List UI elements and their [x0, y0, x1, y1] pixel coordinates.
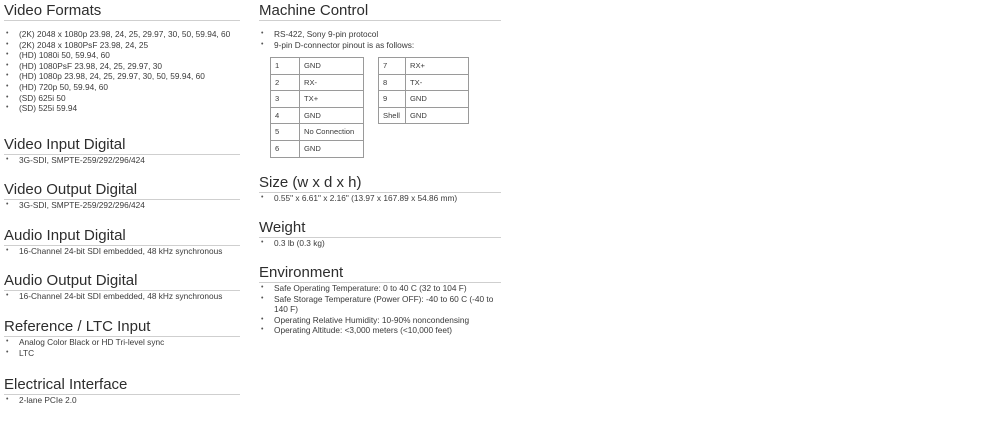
bullet-list	[4, 155, 240, 166]
pin-number: 9	[379, 91, 406, 108]
list-item: • Analog Color Black or HD Tri-level sync	[4, 337, 240, 348]
pin-number: 5	[271, 124, 300, 141]
list-item: • RS-422, Sony 9-pin protocol	[259, 29, 501, 40]
section-title: Video Input Digital	[4, 135, 240, 155]
section-title: Audio Input Digital	[4, 226, 240, 246]
list-item: • Operating Altitude: <3,000 meters (<10,000 feet)	[259, 325, 501, 336]
list-item: • Operating Relative Humidity: 10-90% noncondensing	[259, 315, 501, 326]
bullet-list	[4, 200, 240, 211]
bullet-list	[259, 29, 501, 50]
section-title: Audio Output Digital	[4, 271, 240, 291]
section-title: Machine Control	[259, 1, 501, 21]
table-row	[379, 74, 469, 91]
pin-signal: RX+	[406, 58, 469, 75]
list-item: • 0.3 lb (0.3 kg)	[259, 238, 501, 249]
pin-number: 8	[379, 74, 406, 91]
section-video-input-digital	[4, 135, 240, 166]
list-item: • 3G-SDI, SMPTE-259/292/296/424	[4, 200, 240, 211]
bullet-list	[4, 246, 240, 257]
list-item: • (SD) 625i 50	[4, 93, 240, 104]
pin-signal: GND	[406, 91, 469, 108]
bullet-list	[259, 238, 501, 249]
table-row	[379, 91, 469, 108]
section-audio-input-digital	[4, 226, 240, 257]
list-item: • Safe Storage Temperature (Power OFF): -40 to 60 C (-40 to 140 F)	[259, 294, 501, 315]
table-row	[271, 91, 364, 108]
list-item: • (HD) 1080PsF 23.98, 24, 25, 29.97, 30	[4, 61, 240, 72]
section-video-output-digital	[4, 180, 240, 211]
bullet-list	[4, 29, 240, 114]
pin-signal: No Connection	[300, 124, 364, 141]
bullet-list	[4, 395, 240, 406]
list-item: • (SD) 525i 59.94	[4, 103, 240, 114]
table-row	[271, 74, 364, 91]
pinout-table-left	[270, 57, 364, 158]
table-row	[271, 140, 364, 157]
table-row	[271, 124, 364, 141]
list-item: • (HD) 1080i 50, 59.94, 60	[4, 50, 240, 61]
section-audio-output-digital	[4, 271, 240, 302]
section-title: Video Output Digital	[4, 180, 240, 200]
section-electrical-interface	[4, 375, 240, 406]
bullet-list	[259, 193, 501, 204]
list-item: • 3G-SDI, SMPTE-259/292/296/424	[4, 155, 240, 166]
pin-number: 4	[271, 107, 300, 124]
bullet-list	[4, 291, 240, 302]
list-item: • (2K) 2048 x 1080p 23.98, 24, 25, 29.97, 30, 50, 59.94, 60	[4, 29, 240, 40]
pinout-table-right	[378, 57, 469, 124]
section-size	[259, 173, 501, 204]
pin-signal: RX-	[300, 74, 364, 91]
section-weight	[259, 218, 501, 249]
section-title: Reference / LTC Input	[4, 317, 240, 337]
pin-signal: GND	[300, 58, 364, 75]
pin-signal: GND	[300, 107, 364, 124]
section-reference-ltc-input	[4, 317, 240, 358]
pin-signal: TX-	[406, 74, 469, 91]
bullet-list	[259, 283, 501, 336]
table-row	[379, 107, 469, 124]
section-title: Electrical Interface	[4, 375, 240, 395]
list-item: • 16-Channel 24-bit SDI embedded, 48 kHz synchronous	[4, 291, 240, 302]
list-item: • 9-pin D-connector pinout is as follows:	[259, 40, 501, 51]
pin-number: 6	[271, 140, 300, 157]
pin-number: 1	[271, 58, 300, 75]
pin-number: 2	[271, 74, 300, 91]
list-item: • LTC	[4, 348, 240, 359]
section-machine-control	[259, 1, 501, 153]
section-video-formats	[4, 1, 240, 114]
pin-number: 7	[379, 58, 406, 75]
section-environment	[259, 263, 501, 336]
table-row	[379, 58, 469, 75]
list-item: • (HD) 720p 50, 59.94, 60	[4, 82, 240, 93]
list-item: • (HD) 1080p 23.98, 24, 25, 29.97, 30, 50, 59.94, 60	[4, 71, 240, 82]
list-item: • 16-Channel 24-bit SDI embedded, 48 kHz synchronous	[4, 246, 240, 257]
bullet-list	[4, 337, 240, 358]
section-title: Video Formats	[4, 1, 240, 21]
pin-signal: TX+	[300, 91, 364, 108]
list-item: • (2K) 2048 x 1080PsF 23.98, 24, 25	[4, 40, 240, 51]
list-item: • Safe Operating Temperature: 0 to 40 C (32 to 104 F)	[259, 283, 501, 294]
pin-signal: GND	[406, 107, 469, 124]
table-row	[271, 107, 364, 124]
section-title: Weight	[259, 218, 501, 238]
pin-number: 3	[271, 91, 300, 108]
list-item: • 2-lane PCIe 2.0	[4, 395, 240, 406]
list-item: • 0.55" x 6.61" x 2.16" (13.97 x 167.89 x 54.86 mm)	[259, 193, 501, 204]
table-row	[271, 58, 364, 75]
pin-number: Shell	[379, 107, 406, 124]
pin-signal: GND	[300, 140, 364, 157]
section-title: Size (w x d x h)	[259, 173, 501, 193]
section-title: Environment	[259, 263, 501, 283]
